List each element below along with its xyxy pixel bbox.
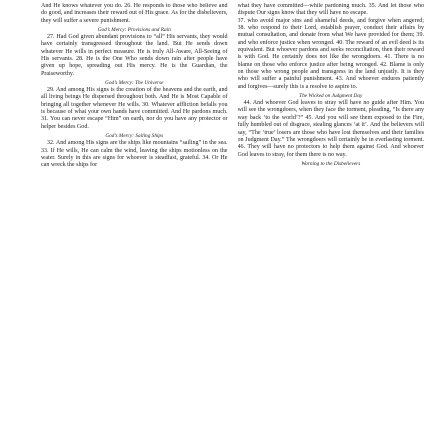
section-heading: God’s Mercy: Sailing Ships [105, 133, 164, 140]
section-heading: God’s Mercy: Provisions and Rain [97, 27, 171, 34]
paragraph: what they have committed—while pardoning much. 35. And let those who dispute Our signs know that they will have no escape. [237, 3, 424, 17]
paragraph: 44. And whoever God leaves to stray will have no guide after Him. You will see the wrongdoers, when they face the torment, pleading, “Is there any way back ‘to the world’?” 45. And you will see them exposed to the Fire, fully humbled out of disgrace, stealing glances ‘at it’. And the believers will say, “The ‘true’ losers are those who have lost themselves and their families on Judgment Day.” The wrongdoers will certainly be in everlasting torment. 46. They will have no protectors to help them against God. And whoever God leaves to stray, for them there is no way. [237, 100, 424, 158]
paragraph: 27. Had God given abundant provisions to “all” His servants, they would have certainly transgressed throughout the land. But He sends down whatever He wills in perfect measure. He is truly All-Aware, All-Seeing of His servants. 28. He is the One Who sends down rain after people have given up hope, spreading out His mercy. He is the Guardian, the Praiseworthy. [41, 34, 228, 77]
section-heading: The Wicked on Judgment Day [299, 93, 363, 100]
paragraph: 37. who avoid major sins and shameful deeds, and forgive when angered; 38. who respond to their Lord, establish prayer, conduct their affairs by mutual consultation, and donate from what We have provided for them; 39. and who enforce justice when wronged. 40. The reward of an evil deed is its equivalent. But whoever pardons and seeks reconciliation, then their reward is with God. He certainly does not like the wrongdoers. 41. There is no blame on those who enforce justice after being wronged. 42. Blame is only on those who wrong people and transgress in the land unjustly. It is they who will suffer a painful punishment. 43. And whoever endures patiently and forgives—surely this is a resolve to aspire to. [237, 17, 424, 90]
left-column [4, 3, 228, 430]
paragraph: 32. And among His signs are the ships like mountains “sailing” in the sea. 33. If He wills, He can calm the wind, leaving the ships motionless on the water. Surely in this are signs for whoever is steadfast, grateful. 34. Or He can wreck the ships for [41, 140, 228, 169]
paragraph: 29. And among His signs is the creation of the heavens and the earth, and all living beings He dispersed throughout both. And He is Most Capable of bringing all together whenever He wills. 30. Whatever affliction befalls you is because of what your own hands have committed. And He pardons much. 31. You can never escape “Him” on earth, nor do you have any protector or helper besides God. [41, 87, 228, 130]
section-heading: God’s Mercy: The Universe [105, 80, 164, 87]
right-column [238, 3, 427, 430]
paragraph: And He knows whatever you do. 26. He responds to those who believe and do good, and increases their reward out of His grace. As for the disbelievers, they will suffer a severe punishment. [41, 3, 228, 24]
section-heading: Warning to the Disbelievers [301, 160, 361, 167]
